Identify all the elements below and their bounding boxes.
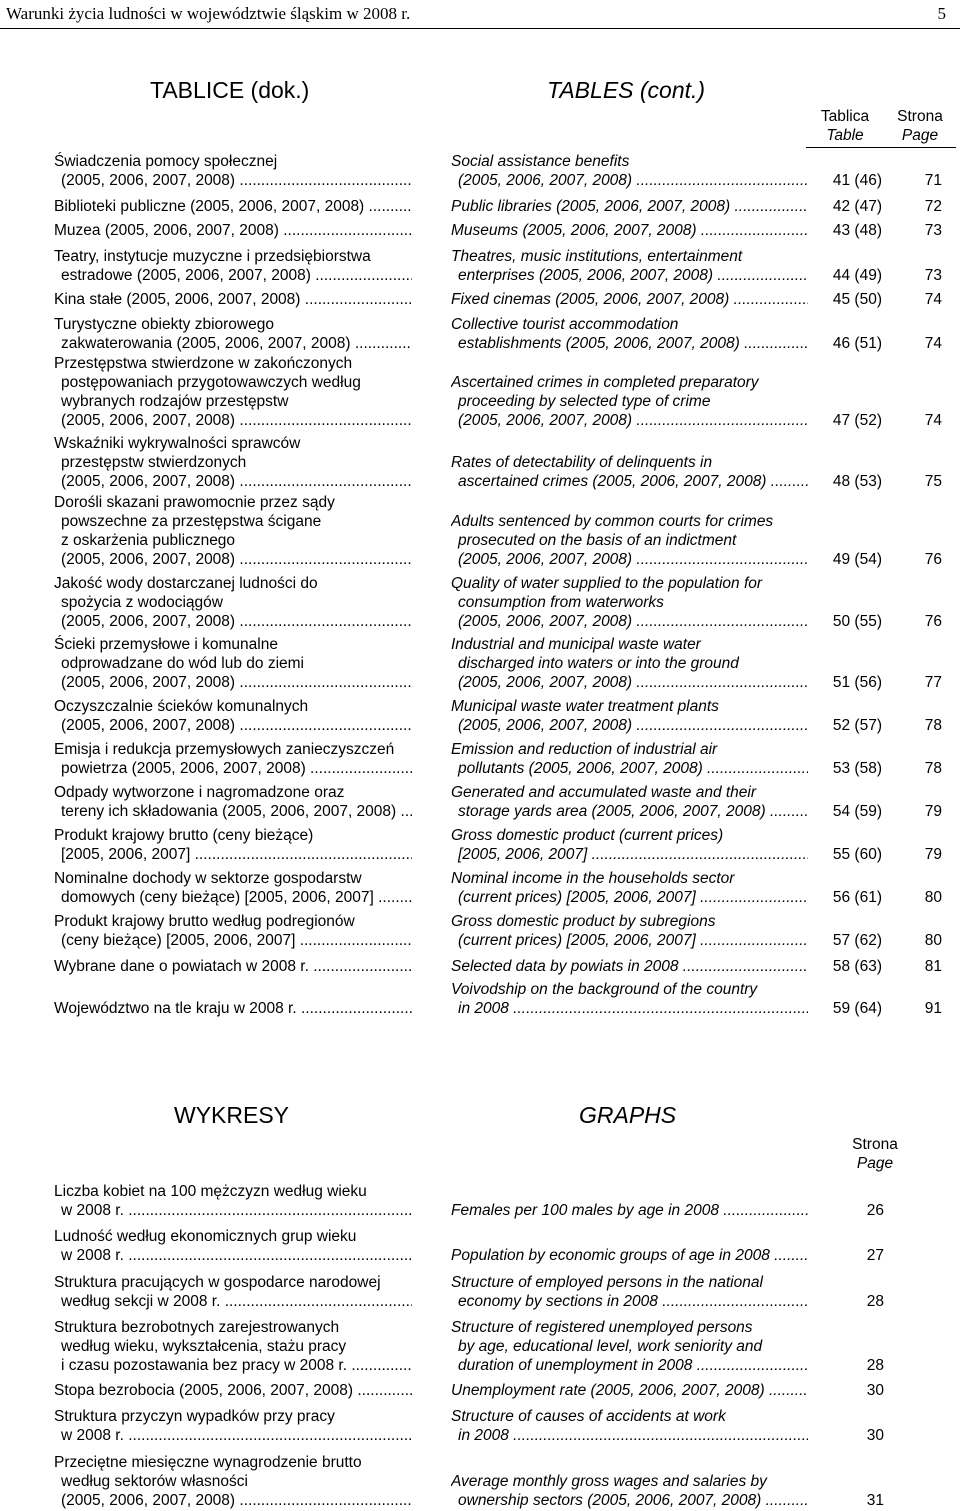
graph-page-number: 27 <box>866 1247 884 1264</box>
table-page-number: 71 <box>924 172 942 189</box>
graph-entry-title-pl-line: w 2008 r. ..... <box>54 1426 412 1445</box>
table-entry-title-pl-line: domowych (ceny bieżące) [2005, 2006, 2007] ..... <box>54 888 412 907</box>
table-entry-title-pl <box>54 912 412 950</box>
table-entry-title-en <box>451 574 808 631</box>
table-entry-title-en <box>451 957 808 976</box>
table-page-number: 75 <box>924 473 942 490</box>
table-page-number: 79 <box>924 803 942 820</box>
graph-entry-title-en-line: Structure of causes of accidents at work <box>451 1408 726 1425</box>
graph-entry-title-pl-line: i czasu pozostawania bez pracy w 2008 r. ..... <box>54 1356 412 1375</box>
graph-entry-title-en <box>451 1246 808 1265</box>
graphs-column-header-page-en: Page <box>856 1155 894 1172</box>
table-number: 46 (51) <box>832 335 882 352</box>
table-entry-title-pl-line: (2005, 2006, 2007, 2008) ..... <box>54 171 412 190</box>
table-entry-title-en-line: storage yards area (2005, 2006, 2007, 2008) ..... <box>451 802 808 821</box>
graph-entry-title-en-line: by age, educational level, work seniority and <box>458 1338 763 1355</box>
table-entry-title-en <box>451 221 808 240</box>
graphs-column-header-page <box>838 1135 912 1173</box>
table-entry-title-en <box>451 315 808 353</box>
table-entry-title-pl <box>54 221 412 240</box>
table-number: 58 (63) <box>832 958 882 975</box>
table-entry-title-en <box>451 152 808 190</box>
table-entry-title-pl-line: Produkt krajowy brutto (ceny bieżące) <box>54 827 314 844</box>
graph-entry-title-en <box>451 1407 808 1445</box>
table-entry-title-pl <box>54 315 412 353</box>
table-entry-title-en <box>451 869 808 907</box>
table-number: 49 (54) <box>832 551 882 568</box>
table-entry-title-pl <box>54 783 412 821</box>
table-entry-title-pl-line: z oskarżenia publicznego <box>61 532 236 549</box>
table-number: 43 (48) <box>832 222 882 239</box>
column-header-table <box>806 107 884 145</box>
graph-entry-title-en <box>451 1273 808 1311</box>
graph-entry-title-pl <box>54 1318 412 1375</box>
graph-entry-title-pl <box>54 1407 412 1445</box>
table-entry-title-pl-line: Odpady wytworzone i nagromadzone oraz <box>54 784 345 801</box>
graph-entry-title-en-line: duration of unemployment in 2008 ..... <box>451 1356 808 1375</box>
table-entry-title-en-line: (2005, 2006, 2007, 2008) ..... <box>451 716 808 735</box>
table-number: 54 (59) <box>832 803 882 820</box>
table-entry-title-pl-line: Produkt krajowy brutto według podregionów <box>54 913 355 930</box>
table-entry-title-pl-line: Wskaźniki wykrywalności sprawców <box>54 435 301 452</box>
table-page-number: 76 <box>924 613 942 630</box>
table-entry-title-pl-line: (2005, 2006, 2007, 2008) ..... <box>54 716 412 735</box>
table-entry-title-pl-line: (2005, 2006, 2007, 2008) ..... <box>54 411 412 430</box>
table-entry-title-en-line: proceeding by selected type of crime <box>458 393 711 410</box>
table-entry-title-en <box>451 453 808 491</box>
table-entry-title-pl-line: (2005, 2006, 2007, 2008) ..... <box>54 550 412 569</box>
table-number: 51 (56) <box>832 674 882 691</box>
table-page-number: 80 <box>924 932 942 949</box>
table-entry-title-en <box>451 290 808 309</box>
graph-entry-title-pl-line: Przeciętne miesięczne wynagrodzenie brutto <box>54 1454 362 1471</box>
graph-page-number: 28 <box>866 1293 884 1310</box>
table-entry-title-pl-line: estradowe (2005, 2006, 2007, 2008) ..... <box>54 266 412 285</box>
table-number: 47 (52) <box>832 412 882 429</box>
graphs-heading-en: GRAPHS <box>579 1102 677 1128</box>
table-entry-title-en-line: Voivodship on the background of the country <box>451 981 758 998</box>
table-entry-title-pl <box>54 493 412 569</box>
graph-entry-title-pl <box>54 1273 412 1311</box>
graph-page-number: 28 <box>866 1357 884 1374</box>
table-number: 52 (57) <box>832 717 882 734</box>
column-header-rule <box>806 147 956 148</box>
table-entry-title-pl <box>54 957 412 976</box>
table-entry-title-pl <box>54 697 412 735</box>
table-entry-title-pl-line: Biblioteki publiczne (2005, 2006, 2007, 2008) ..... <box>54 197 412 216</box>
table-entry-title-en-line: (2005, 2006, 2007, 2008) ..... <box>451 171 808 190</box>
table-entry-title-pl-line: (2005, 2006, 2007, 2008) ..... <box>54 612 412 631</box>
table-entry-title-en-line: Gross domestic product by subregions <box>451 913 716 930</box>
table-entry-title-en-line: discharged into waters or into the ground <box>458 655 739 672</box>
table-number: 45 (50) <box>832 291 882 308</box>
graph-entry-title-pl-line: według wieku, wykształcenia, stażu pracy <box>61 1338 347 1355</box>
table-entry-title-en-line: [2005, 2006, 2007] ..... <box>451 845 808 864</box>
table-entry-title-pl-line: Jakość wody dostarczanej ludności do <box>54 575 318 592</box>
table-number: 50 (55) <box>832 613 882 630</box>
table-entry-title-en-line: (current prices) [2005, 2006, 2007] ..... <box>451 888 808 907</box>
table-entry-title-en-line: Social assistance benefits <box>451 153 630 170</box>
graph-entry-title-pl-line: Struktura bezrobotnych zarejestrowanych <box>54 1319 340 1336</box>
table-page-number: 78 <box>924 717 942 734</box>
table-entry-title-pl-line: odprowadzane do wód lub do ziemi <box>61 655 304 672</box>
table-number: 41 (46) <box>832 172 882 189</box>
table-entry-title-en-line: Collective tourist accommodation <box>451 316 679 333</box>
table-entry-title-en <box>451 980 808 1018</box>
table-page-number: 80 <box>924 889 942 906</box>
table-entry-title-en-line: pollutants (2005, 2006, 2007, 2008) ..... <box>451 759 808 778</box>
table-entry-title-pl-line: Emisja i redukcja przemysłowych zanieczyszczeń <box>54 741 395 758</box>
table-entry-title-en <box>451 247 808 285</box>
table-entry-title-en-line: Ascertained crimes in completed preparatory <box>451 374 759 391</box>
graph-entry-title-en <box>451 1201 808 1220</box>
graphs-column-header-page-pl: Strona <box>852 1136 898 1153</box>
table-entry-title-pl <box>54 152 412 190</box>
table-page-number: 74 <box>924 335 942 352</box>
table-number: 56 (61) <box>832 889 882 906</box>
graph-entry-title-pl-line: (2005, 2006, 2007, 2008) ..... <box>54 1491 412 1510</box>
header-title: Warunki życia ludności w województwie śląskim w 2008 r. <box>6 4 411 23</box>
table-entry-title-pl <box>54 826 412 864</box>
graph-entry-title-pl-line: Ludność według ekonomicznych grup wieku <box>54 1228 357 1245</box>
table-page-number: 77 <box>924 674 942 691</box>
graph-page-number: 31 <box>866 1492 884 1509</box>
table-entry-title-pl <box>54 635 412 692</box>
table-entry-title-pl-line: (2005, 2006, 2007, 2008) ..... <box>54 472 412 491</box>
table-number: 59 (64) <box>832 1000 882 1017</box>
table-entry-title-pl-line: Muzea (2005, 2006, 2007, 2008) ..... <box>54 221 412 240</box>
table-entry-title-en-line: Nominal income in the households sector <box>451 870 735 887</box>
table-entry-title-pl-line: spożycia z wodociągów <box>61 594 223 611</box>
table-entry-title-pl-line: Dorośli skazani prawomocnie przez sądy <box>54 494 335 511</box>
column-header-table-en: Table <box>826 127 864 144</box>
graph-page-number: 30 <box>866 1382 884 1399</box>
graph-entry-title-en-line: Average monthly gross wages and salaries by <box>451 1473 767 1490</box>
table-entry-title-pl-line: Oczyszczalnie ścieków komunalnych <box>54 698 309 715</box>
table-entry-title-pl <box>54 434 412 491</box>
graph-entry-title-pl <box>54 1381 412 1400</box>
table-entry-title-en-line: Emission and reduction of industrial air <box>451 741 718 758</box>
running-header <box>0 0 960 29</box>
table-entry-title-en <box>451 697 808 735</box>
table-entry-title-pl <box>54 869 412 907</box>
graph-entry-title-en-line: Females per 100 males by age in 2008 ..... <box>451 1201 808 1220</box>
table-entry-title-pl-line: Przestępstwa stwierdzone w zakończonych <box>54 355 353 372</box>
table-entry-title-en-line: consumption from waterworks <box>458 594 664 611</box>
table-entry-title-en <box>451 512 808 569</box>
table-entry-title-pl <box>54 247 412 285</box>
graph-entry-title-en-line: Population by economic groups of age in 2008 ..... <box>451 1246 808 1265</box>
table-entry-title-pl-line: (2005, 2006, 2007, 2008) ..... <box>54 673 412 692</box>
table-entry-title-pl-line: (ceny bieżące) [2005, 2006, 2007] ..... <box>54 931 412 950</box>
graph-entry-title-pl-line: Stopa bezrobocia (2005, 2006, 2007, 2008) ..... <box>54 1381 412 1400</box>
column-header-page-pl: Strona <box>897 108 943 125</box>
table-entry-title-pl <box>54 290 412 309</box>
table-entry-title-pl-line: zakwaterowania (2005, 2006, 2007, 2008) ..... <box>54 334 412 353</box>
table-entry-title-en-line: (2005, 2006, 2007, 2008) ..... <box>451 673 808 692</box>
column-header-page-en: Page <box>901 127 939 144</box>
table-entry-title-pl-line: Ścieki przemysłowe i komunalne <box>54 636 278 653</box>
table-page-number: 81 <box>924 958 942 975</box>
table-entry-title-pl-line: Wybrane dane o powiatach w 2008 r. ..... <box>54 957 412 976</box>
table-number: 48 (53) <box>832 473 882 490</box>
table-entry-title-en-line: Fixed cinemas (2005, 2006, 2007, 2008) ..... <box>451 290 808 309</box>
table-entry-title-en-line: prosecuted on the basis of an indictment <box>458 532 737 549</box>
table-page-number: 76 <box>924 551 942 568</box>
column-header-page <box>888 107 952 145</box>
table-page-number: 73 <box>924 267 942 284</box>
table-entry-title-en-line: Quality of water supplied to the population for <box>451 575 763 592</box>
table-entry-title-pl <box>54 197 412 216</box>
graph-entry-title-pl <box>54 1227 412 1265</box>
graph-entry-title-en <box>451 1381 808 1400</box>
table-entry-title-en-line: Public libraries (2005, 2006, 2007, 2008) ..... <box>451 197 808 216</box>
table-entry-title-en-line: (2005, 2006, 2007, 2008) ..... <box>451 411 808 430</box>
table-page-number: 74 <box>924 412 942 429</box>
table-entry-title-en-line: Industrial and municipal waste water <box>451 636 701 653</box>
tables-heading-pl: TABLICE (dok.) <box>150 77 310 103</box>
graph-entry-title-en-line: Structure of employed persons in the national <box>451 1274 763 1291</box>
table-entry-title-en-line: enterprises (2005, 2006, 2007, 2008) ..... <box>451 266 808 285</box>
graph-page-number: 30 <box>866 1427 884 1444</box>
table-entry-title-pl-line: Teatry, instytucje muzyczne i przedsiębiorstwa <box>54 248 371 265</box>
table-entry-title-pl-line: wybranych rodzajów przestępstw <box>61 393 289 410</box>
graph-page-number: 26 <box>866 1202 884 1219</box>
graphs-heading-pl: WYKRESY <box>174 1102 290 1128</box>
table-entry-title-en <box>451 826 808 864</box>
table-entry-title-en-line: Municipal waste water treatment plants <box>451 698 719 715</box>
table-number: 55 (60) <box>832 846 882 863</box>
table-entry-title-en <box>451 783 808 821</box>
graph-entry-title-pl-line: Struktura przyczyn wypadków przy pracy <box>54 1408 335 1425</box>
table-entry-title-en-line: Museums (2005, 2006, 2007, 2008) ..... <box>451 221 808 240</box>
table-entry-title-en-line: Theatres, music institutions, entertainment <box>451 248 743 265</box>
table-entry-title-pl-line: tereny ich składowania (2005, 2006, 2007, 2008) ..... <box>54 802 412 821</box>
table-entry-title-pl-line: Województwo na tle kraju w 2008 r. ..... <box>54 999 412 1018</box>
table-entry-title-pl-line: Nominalne dochody w sektorze gospodarstw <box>54 870 362 887</box>
table-number: 53 (58) <box>832 760 882 777</box>
table-entry-title-en <box>451 740 808 778</box>
table-number: 42 (47) <box>832 198 882 215</box>
table-number: 57 (62) <box>832 932 882 949</box>
graph-entry-title-en-line: Unemployment rate (2005, 2006, 2007, 2008) ..... <box>451 1381 808 1400</box>
graph-entry-title-en-line: in 2008 ..... <box>451 1426 808 1445</box>
table-entry-title-pl-line: [2005, 2006, 2007] ..... <box>54 845 412 864</box>
table-entry-title-en-line: Adults sentenced by common courts for crimes <box>451 513 774 530</box>
table-entry-title-pl-line: przestępstw stwierdzonych <box>61 454 247 471</box>
table-entry-title-en-line: (2005, 2006, 2007, 2008) ..... <box>451 550 808 569</box>
graph-entry-title-pl-line: według sekcji w 2008 r. ..... <box>54 1292 412 1311</box>
table-entry-title-pl <box>54 354 412 430</box>
table-entry-title-en <box>451 197 808 216</box>
graph-entry-title-pl-line: w 2008 r. ..... <box>54 1246 412 1265</box>
table-page-number: 74 <box>924 291 942 308</box>
graph-entry-title-pl-line: Struktura pracujących w gospodarce narodowej <box>54 1274 381 1291</box>
table-entry-title-en-line: Selected data by powiats in 2008 ..... <box>451 957 808 976</box>
graph-entry-title-en-line: ownership sectors (2005, 2006, 2007, 2008) ..... <box>451 1491 808 1510</box>
table-number: 44 (49) <box>832 267 882 284</box>
table-entry-title-pl-line: Turystyczne obiekty zbiorowego <box>54 316 274 333</box>
graph-entry-title-pl-line: Liczba kobiet na 100 mężczyzn według wieku <box>54 1183 367 1200</box>
graph-entry-title-pl <box>54 1182 412 1220</box>
graph-entry-title-pl-line: w 2008 r. ..... <box>54 1201 412 1220</box>
graph-entry-title-en <box>451 1472 808 1510</box>
table-entry-title-en-line: establishments (2005, 2006, 2007, 2008) ..... <box>451 334 808 353</box>
tables-heading-en: TABLES (cont.) <box>547 77 706 103</box>
table-entry-title-en <box>451 912 808 950</box>
table-page-number: 73 <box>924 222 942 239</box>
graph-entry-title-en <box>451 1318 808 1375</box>
table-page-number: 78 <box>924 760 942 777</box>
table-entry-title-pl-line: postępowaniach przygotowawczych według <box>61 374 361 391</box>
table-entry-title-pl-line: Świadczenia pomocy społecznej <box>54 153 278 170</box>
table-entry-title-en-line: (current prices) [2005, 2006, 2007] ..... <box>451 931 808 950</box>
table-page-number: 79 <box>924 846 942 863</box>
table-entry-title-pl-line: Kina stałe (2005, 2006, 2007, 2008) ..... <box>54 290 412 309</box>
graph-entry-title-en-line: economy by sections in 2008 ..... <box>451 1292 808 1311</box>
table-entry-title-pl <box>54 574 412 631</box>
table-entry-title-en-line: Generated and accumulated waste and their <box>451 784 757 801</box>
table-entry-title-en <box>451 635 808 692</box>
table-entry-title-en-line: Gross domestic product (current prices) <box>451 827 724 844</box>
table-entry-title-pl <box>54 999 412 1018</box>
graph-entry-title-pl <box>54 1453 412 1510</box>
table-entry-title-pl-line: powszechne za przestępstwa ścigane <box>61 513 322 530</box>
column-header-table-pl: Tablica <box>820 108 870 125</box>
table-entry-title-pl-line: powietrza (2005, 2006, 2007, 2008) ..... <box>54 759 412 778</box>
table-page-number: 72 <box>924 198 942 215</box>
table-entry-title-en-line: (2005, 2006, 2007, 2008) ..... <box>451 612 808 631</box>
table-entry-title-pl <box>54 740 412 778</box>
table-entry-title-en-line: Rates of detectability of delinquents in <box>451 454 713 471</box>
table-entry-title-en <box>451 373 808 430</box>
table-page-number: 91 <box>924 1000 942 1017</box>
graph-entry-title-en-line: Structure of registered unemployed persons <box>451 1319 753 1336</box>
graph-entry-title-pl-line: według sektorów własności <box>61 1473 248 1490</box>
table-entry-title-en-line: ascertained crimes (2005, 2006, 2007, 2008) ..... <box>451 472 808 491</box>
header-page-number: 5 <box>937 4 946 23</box>
table-entry-title-en-line: in 2008 ..... <box>451 999 808 1018</box>
